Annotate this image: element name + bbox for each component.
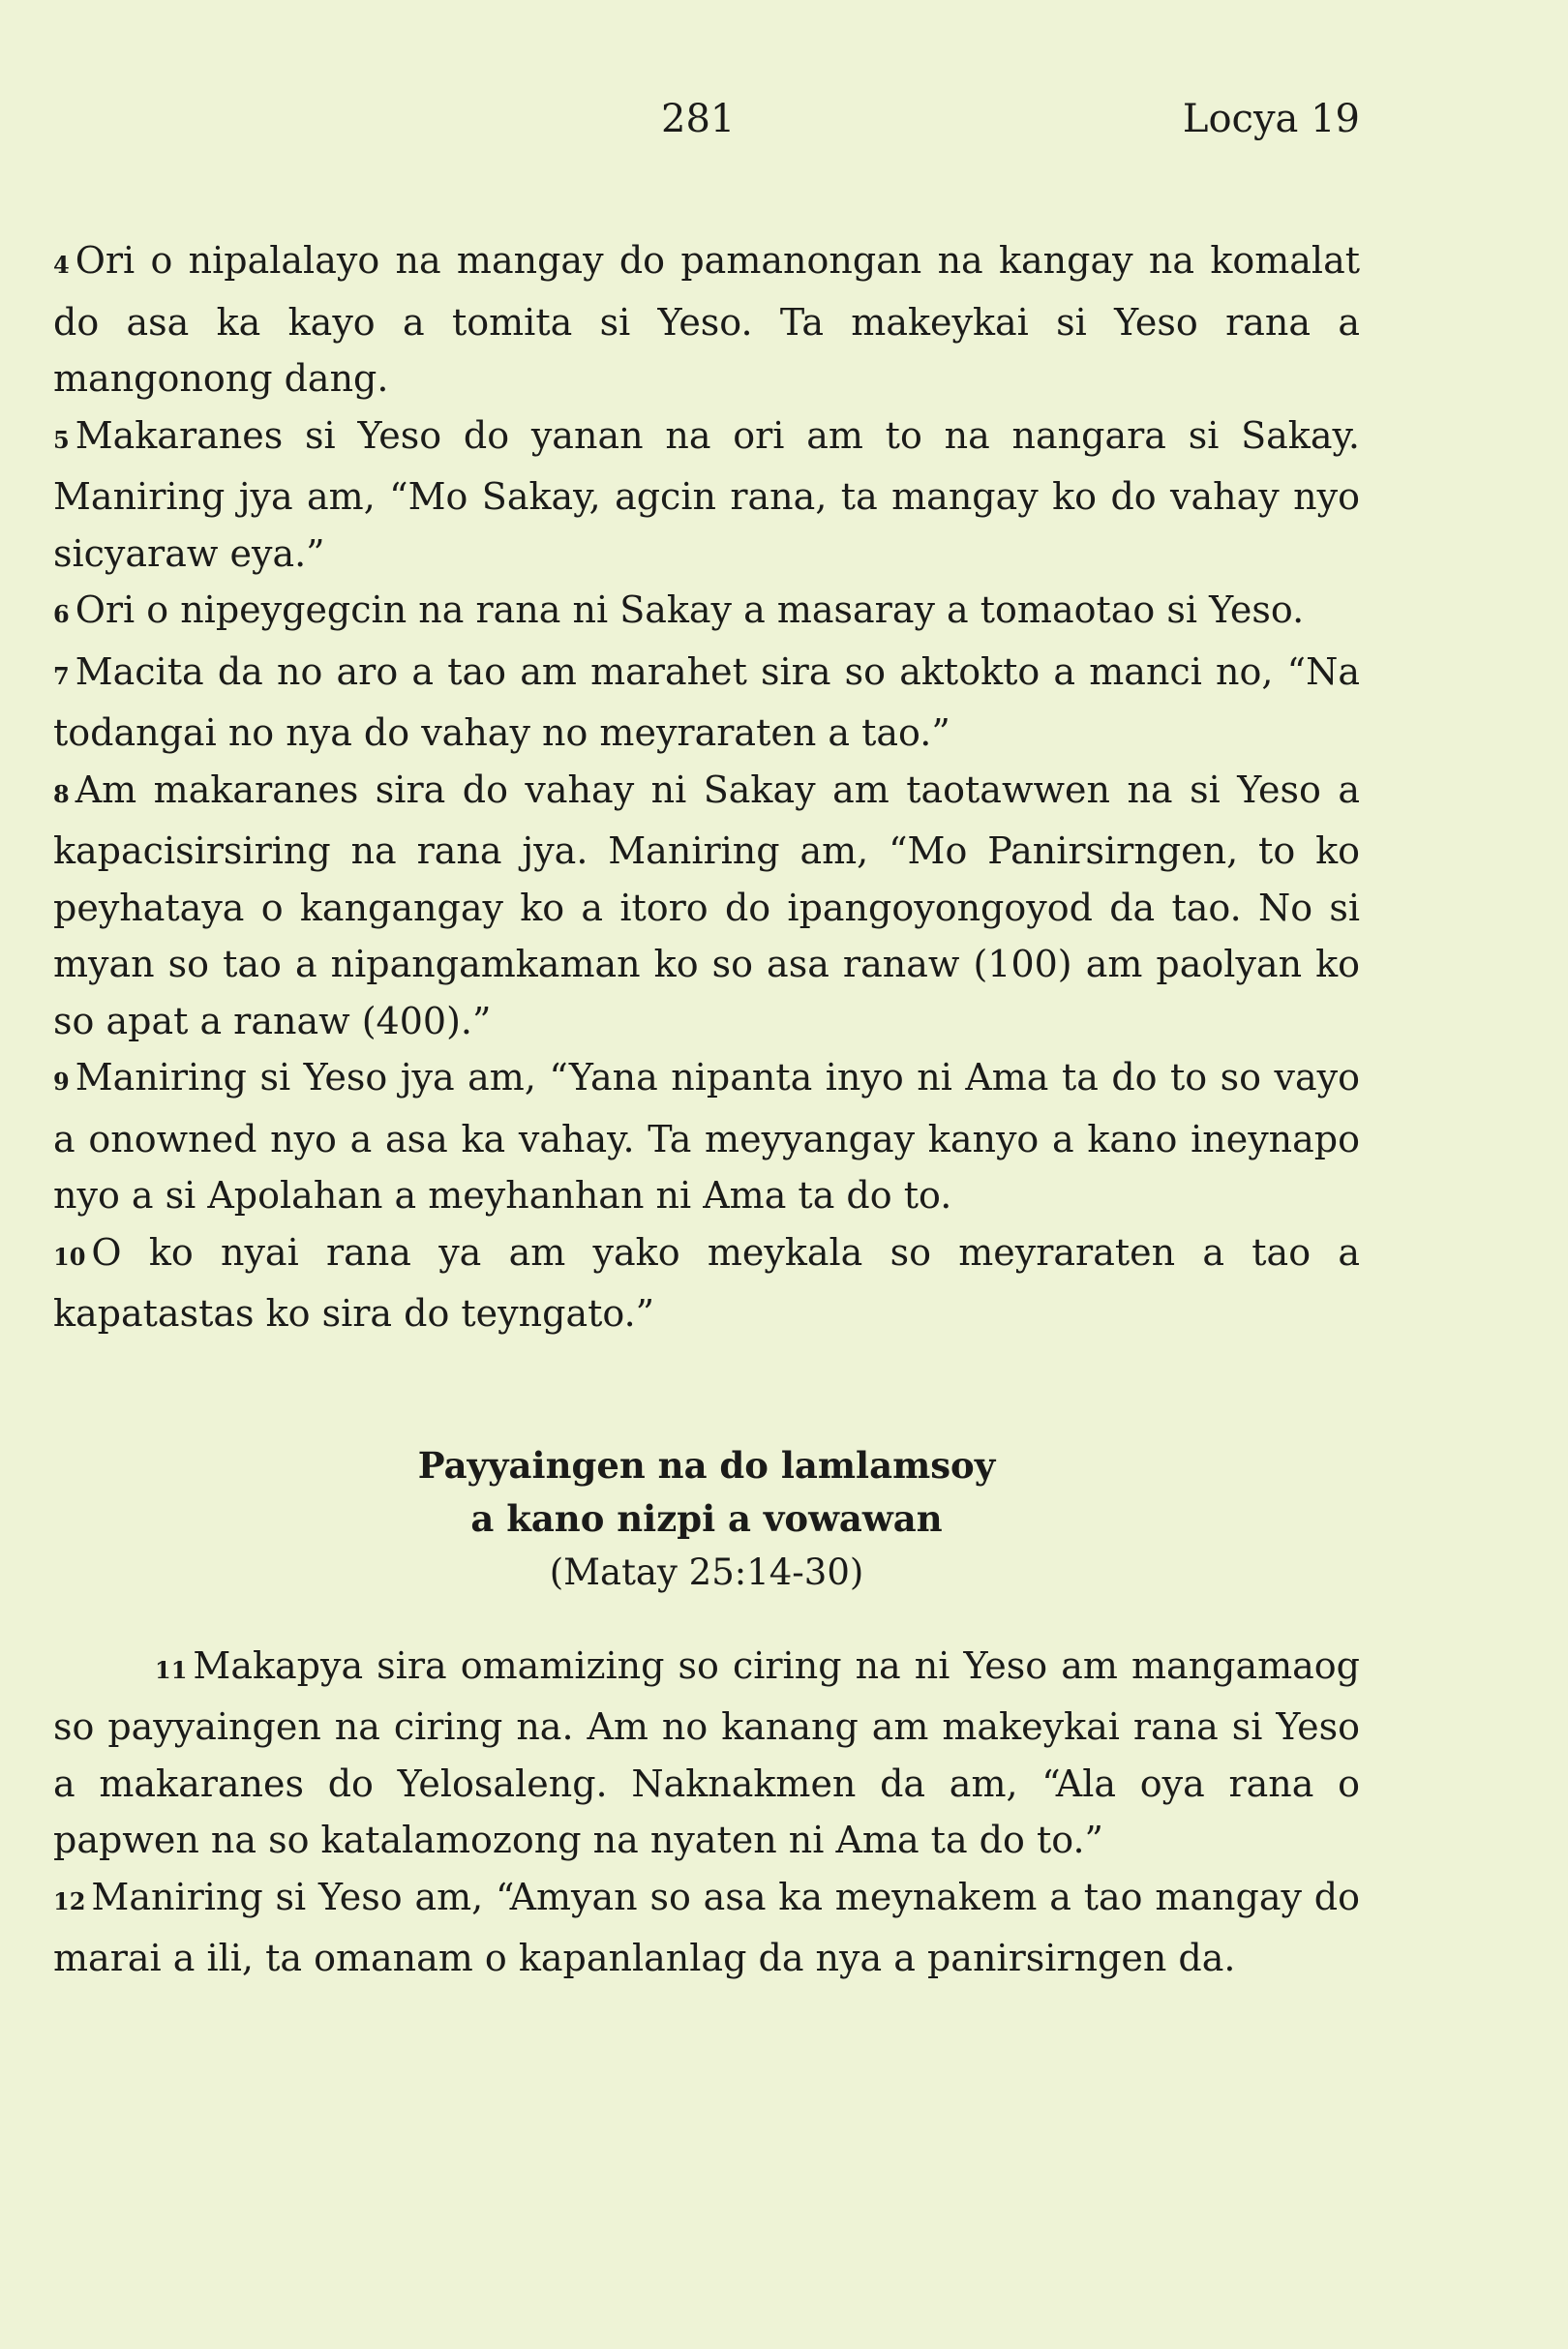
verse-text: Makaranes si Yeso do yanan na ori am to na nangara si Sakay. Maniring jya am, “Mo Sakay, agcin rana, ta mangay ko do vahay nyo sicyaraw eya.” [53, 413, 1360, 575]
verse-9 [53, 1049, 1360, 1224]
verse-text: Macita da no aro a tao am marahet sira so aktokto a manci no, “Na todangai no nya do vahay no meyraraten a tao.” [53, 649, 1360, 754]
section-title-line-1: Payyaingen na do lamlamsoy [417, 1443, 996, 1487]
section-heading [53, 1439, 1360, 1599]
verse-number: 9 [53, 1068, 70, 1096]
verse-text: Ori o nipeygegcin na rana ni Sakay a masaray a tomaotao si Yeso. [75, 588, 1305, 631]
verse-text: Maniring si Yeso am, “Amyan so asa ka meynakem a tao mangay do marai a ili, ta omanam o kapanlanlag da nya a panirsirngen da. [53, 1875, 1360, 1979]
page-number: 281 [661, 97, 736, 141]
verse-8 [53, 762, 1360, 1050]
verse-number: 12 [53, 1886, 86, 1915]
verse-text: Ori o nipalalayo na mangay do pamanongan na kangay na komalat do asa ka kayo a tomita si Yeso. Ta makeykai si Yeso rana a mangonong dang. [53, 239, 1360, 400]
verse-text: Maniring si Yeso jya am, “Yana nipanta inyo ni Ama ta do to so vayo a onowned nyo a asa ka vahay. Ta meyyangay kanyo a kano ineynapo nyo a si Apolahan a meyhanhan ni Ama ta do to. [53, 1056, 1360, 1217]
text-body [53, 232, 1360, 1987]
running-head: Locya 19 [1182, 97, 1360, 141]
verse-12 [53, 1869, 1360, 1987]
verse-text: Makapya sira omamizing so ciring na ni Yeso am mangamaog so payyaingen na ciring na. Am no kanang am makeykai rana si Yeso a makaranes do Yelosaleng. Naknakmen da am, “Ala oya rana o papwen na so katalamozong na nyaten ni Ama ta do to.” [53, 1643, 1360, 1861]
verse-number: 7 [53, 661, 70, 690]
verse-number: 11 [155, 1655, 188, 1684]
page-header [53, 97, 1360, 155]
verse-number: 6 [53, 600, 70, 628]
verse-10 [53, 1224, 1360, 1342]
verse-5 [53, 407, 1360, 583]
verse-11 [53, 1638, 1360, 1869]
section-reference: (Matay 25:14-30) [549, 1551, 864, 1593]
verse-number: 4 [53, 251, 70, 279]
verse-4 [53, 232, 1360, 407]
verse-6 [53, 582, 1360, 644]
verse-number: 8 [53, 779, 70, 808]
verse-7 [53, 644, 1360, 762]
verse-number: 10 [53, 1242, 86, 1271]
verse-text: Am makaranes sira do vahay ni Sakay am taotawwen na si Yeso a kapacisirsiring na rana jya. Maniring am, “Mo Panirsirngen, to ko peyhataya o kangangay ko a itoro do ipangoyongoyod da tao. No si myan so tao a nipangamkaman ko so asa ranaw (100) am paolyan ko so apat a ranaw (400).” [53, 768, 1360, 1042]
section-title-line-2: a kano nizpi a vowawan [470, 1496, 943, 1540]
verse-text: O ko nyai rana ya am yako meykala so meyraraten a tao a kapatastas ko sira do teyngato.” [53, 1230, 1360, 1335]
verse-number: 5 [53, 425, 70, 454]
